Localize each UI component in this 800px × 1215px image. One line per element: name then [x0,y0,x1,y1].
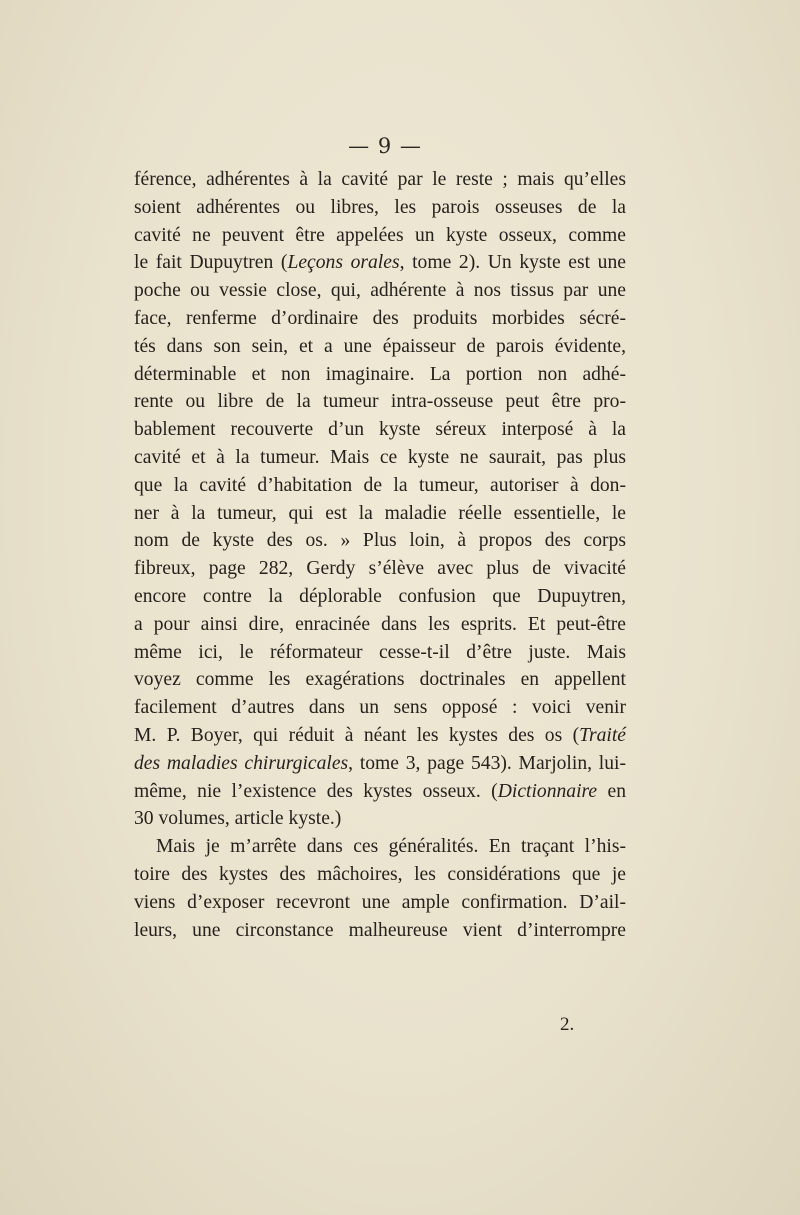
text-line: poche ou vessie close, qui, adhérente à nos tissus par une [134,280,626,302]
text-line: Mais je m’arrête dans ces généralités. En traçant l’his- [156,836,626,858]
italic-title: Leçons orales [287,252,400,274]
text-line: fibreux, page 282, Gerdy s’élève avec plus de vivacité [134,558,626,580]
text-line: même ici, le réformateur cesse-t-il d’être juste. Mais [134,641,626,663]
text-line: encore contre la déplorable confusion que Dupuytren, [134,585,626,607]
text-line: déterminable et non imaginaire. La portion non adhé- [134,363,626,385]
text-segment: M. P. Boyer, qui réduit à néant les kystes des os ( [134,724,580,746]
text-segment: , tome 3, page 543). Marjolin, lui- [348,752,626,774]
text-line: que la cavité d’habitation de la tumeur, autoriser à don- [134,474,626,496]
italic-title: Dictionnaire [497,780,598,802]
text-line: leurs, une circonstance malheureuse vient d’interrompre [134,919,626,941]
text-line: ner à la tumeur, qui est la maladie réelle essentielle, le [134,502,626,524]
text-line: rente ou libre de la tumeur intra-osseuse peut être pro- [134,391,626,413]
body-text [134,166,626,944]
text-line: férence, adhérentes à la cavité par le reste ; mais qu’elles [134,169,626,190]
text-line [134,750,626,778]
page-number: — 9 — [348,134,422,158]
text-segment: en [597,780,626,802]
text-line: viens d’exposer recevront une ample confirmation. D’ail- [134,891,626,913]
text-line: 30 volumes, article kyste.) [134,808,342,830]
text-segment: , tome 2). Un kyste est une [399,252,626,274]
italic-title: Traité [579,724,626,746]
text-line: bablement recouverte d’un kyste séreux interposé à la [134,419,626,441]
text-segment: même, nie l’existence des kystes osseux. ( [134,780,498,802]
text-line: voyez comme les exagérations doctrinales en appellent [134,669,626,691]
text-segment: le fait Dupuytren ( [134,252,288,274]
text-line [134,722,626,750]
text-line: a pour ainsi dire, enracinée dans les esprits. Et peut-être [134,613,626,635]
italic-title: des maladies chirurgicales [134,752,349,774]
text-line: nom de kyste des os. » Plus loin, à propos des corps [134,530,626,552]
signature-mark: 2. [560,1014,575,1035]
text-line: face, renferme d’ordinaire des produits morbides sécré- [134,307,626,329]
text-line [134,778,626,806]
text-line: facilement d’autres dans un sens opposé : voici venir [134,697,626,719]
text-line: soient adhérentes ou libres, les parois osseuses de la [134,196,626,218]
text-line: toire des kystes des mâchoires, les considérations que je [134,863,626,885]
text-line: cavité ne peuvent être appelées un kyste osseux, comme [134,224,626,246]
text-line: tés dans son sein, et a une épaisseur de parois évidente, [134,335,626,357]
text-line [134,249,626,277]
text-line: cavité et à la tumeur. Mais ce kyste ne saurait, pas plus [134,446,626,468]
